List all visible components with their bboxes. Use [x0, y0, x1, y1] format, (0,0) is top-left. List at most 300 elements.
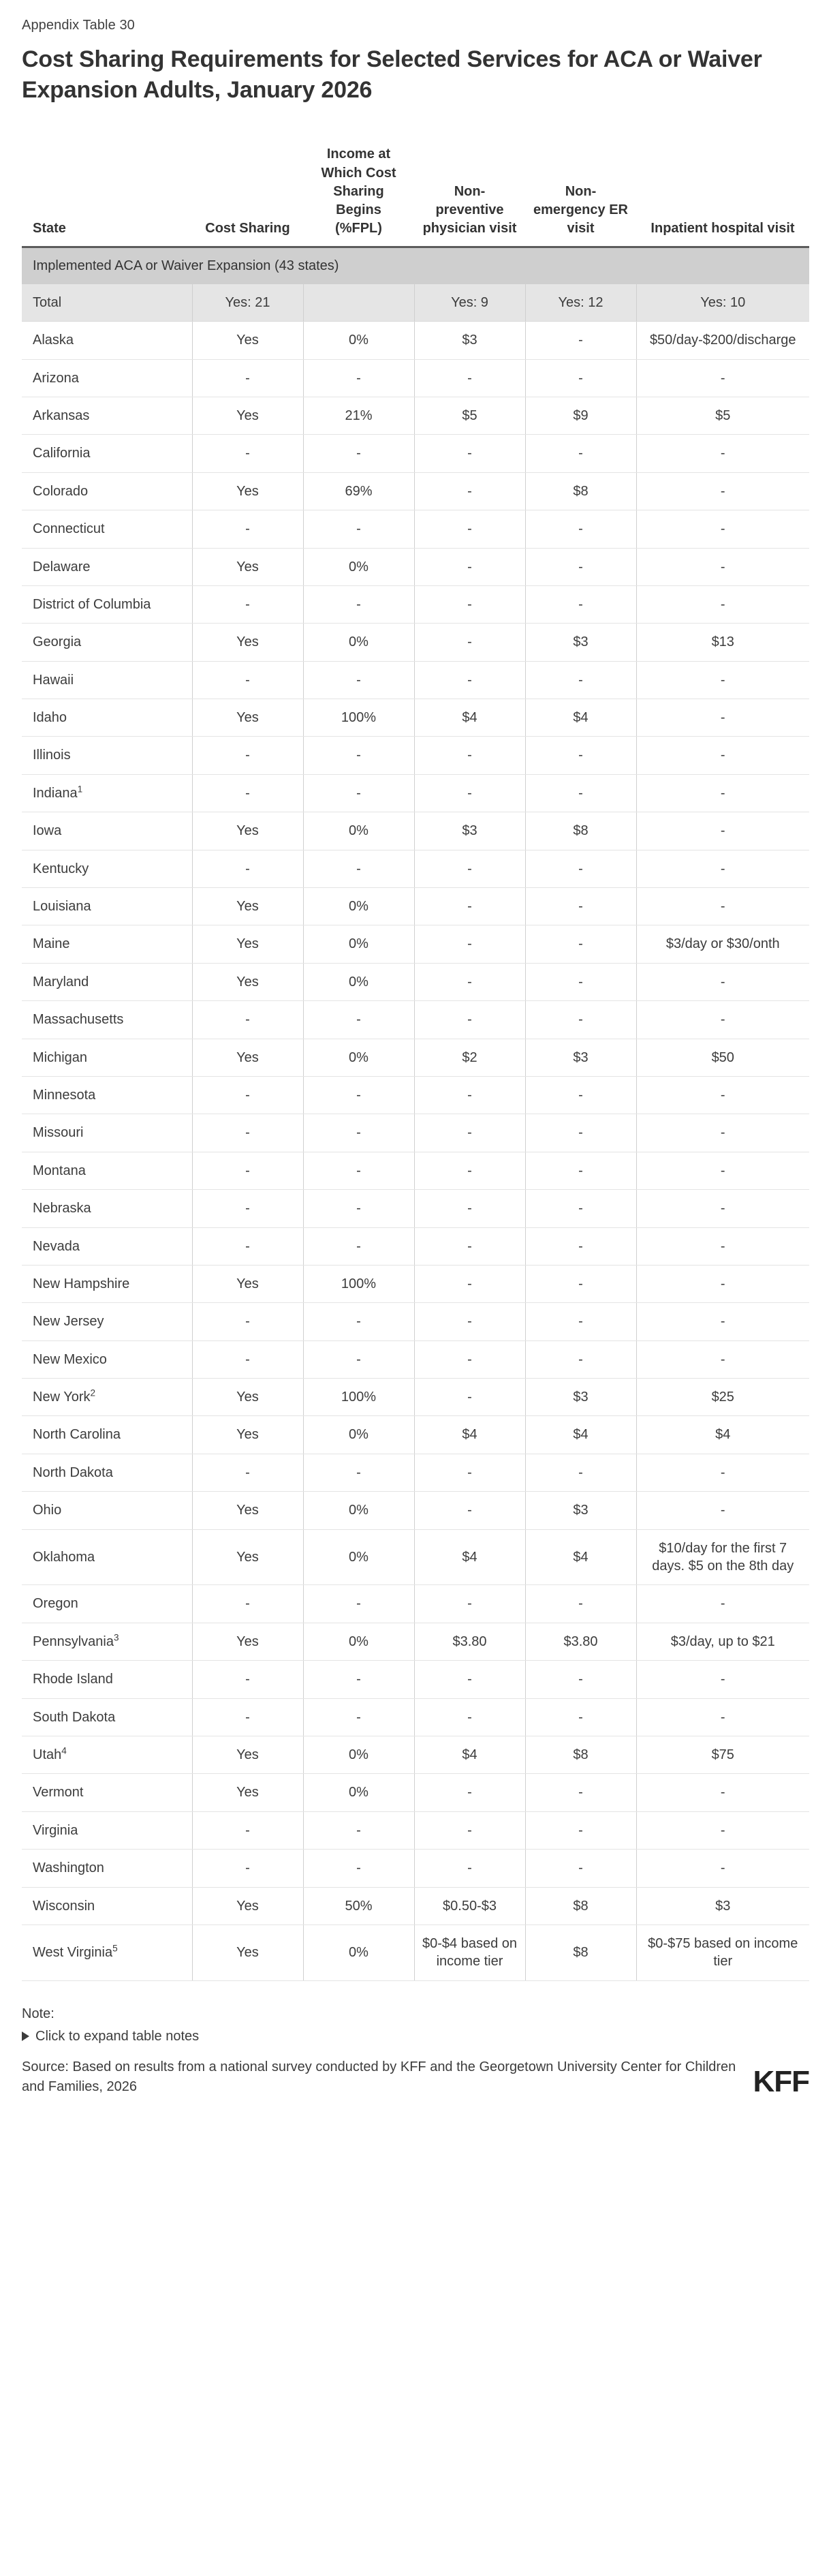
cell-er-visit: - [525, 1190, 636, 1227]
table-footer [22, 1981, 809, 2115]
cell-income-fpl: - [303, 1152, 414, 1189]
cell-income-fpl: 0% [303, 1736, 414, 1774]
cell-er-visit: - [525, 1698, 636, 1736]
footnote-marker: 2 [90, 1387, 96, 1398]
table-section-header-row [22, 247, 809, 284]
cell-er-visit: - [525, 963, 636, 1000]
table-row [22, 1152, 809, 1189]
cell-er-visit: $8 [525, 1925, 636, 1980]
cell-state-name: Montana [22, 1152, 192, 1189]
cell-er-visit: - [525, 1227, 636, 1265]
table-row [22, 1698, 809, 1736]
cell-cost-sharing: Yes [192, 472, 303, 510]
table-body [22, 247, 809, 1980]
triangle-right-icon [22, 2031, 29, 2041]
cell-inpatient-visit: - [636, 699, 809, 737]
cell-cost-sharing: Yes [192, 1492, 303, 1529]
cell-physician-visit: - [414, 737, 525, 774]
table-row [22, 1850, 809, 1887]
cell-er-visit: - [525, 1265, 636, 1302]
cell-state-name: Vermont [22, 1774, 192, 1811]
cell-cost-sharing: Yes [192, 1379, 303, 1416]
cell-state-name: Michigan [22, 1039, 192, 1076]
cell-physician-visit: $3 [414, 812, 525, 850]
cell-inpatient-visit: $50/day-$200/discharge [636, 322, 809, 359]
cell-cost-sharing: - [192, 1698, 303, 1736]
column-header-er-visit[interactable]: Non-emergency ER visit [525, 145, 636, 247]
cell-income-fpl: - [303, 1811, 414, 1849]
table-row [22, 435, 809, 472]
cell-cost-sharing: - [192, 1001, 303, 1039]
cell-state-name: Minnesota [22, 1076, 192, 1114]
cell-state-name: Iowa [22, 812, 192, 850]
cell-physician-visit: - [414, 1492, 525, 1529]
column-header-physician-visit[interactable]: Non-preventive physician visit [414, 145, 525, 247]
cell-inpatient-visit: $10/day for the first 7 days. $5 on the 8th day [636, 1529, 809, 1585]
cell-er-visit: - [525, 1850, 636, 1887]
table-row [22, 1190, 809, 1227]
cell-physician-visit: - [414, 1114, 525, 1152]
cell-cost-sharing: - [192, 1340, 303, 1378]
cell-physician-visit: - [414, 1227, 525, 1265]
cell-state-name: North Dakota [22, 1454, 192, 1491]
cell-er-visit: - [525, 888, 636, 925]
cell-inpatient-visit: $5 [636, 397, 809, 434]
table-row [22, 1492, 809, 1529]
cell-physician-visit: $2 [414, 1039, 525, 1076]
cell-cost-sharing: - [192, 1585, 303, 1623]
cell-state-name: Ohio [22, 1492, 192, 1529]
eyebrow-label: Appendix Table 30 [22, 18, 135, 33]
cell-er-visit: $8 [525, 472, 636, 510]
cell-physician-visit: - [414, 1379, 525, 1416]
cell-physician-visit: $0-$4 based on income tier [414, 1925, 525, 1980]
total-state: Total [22, 284, 192, 322]
cell-cost-sharing: Yes [192, 1887, 303, 1925]
cell-inpatient-visit: - [636, 1340, 809, 1378]
cell-er-visit: $8 [525, 1736, 636, 1774]
cell-inpatient-visit: $3/day, up to $21 [636, 1623, 809, 1660]
cell-income-fpl: 100% [303, 1265, 414, 1302]
cell-state-name: Massachusetts [22, 1001, 192, 1039]
cell-physician-visit: - [414, 1340, 525, 1378]
cell-cost-sharing: Yes [192, 888, 303, 925]
cell-inpatient-visit: $3 [636, 1887, 809, 1925]
footnote-marker: 5 [112, 1943, 118, 1954]
cell-er-visit: $3.80 [525, 1623, 636, 1660]
column-header-state[interactable]: State [22, 145, 192, 247]
cell-state-name: Arkansas [22, 397, 192, 434]
table-row [22, 397, 809, 434]
cell-income-fpl: - [303, 1340, 414, 1378]
cell-physician-visit: - [414, 435, 525, 472]
cell-state-name: Oklahoma [22, 1529, 192, 1585]
cell-cost-sharing: - [192, 1454, 303, 1491]
total-physician: Yes: 9 [414, 284, 525, 322]
cell-state-name: Pennsylvania$^3$ [22, 1623, 192, 1660]
cell-income-fpl: - [303, 1190, 414, 1227]
cell-inpatient-visit: - [636, 737, 809, 774]
cell-cost-sharing: Yes [192, 322, 303, 359]
table-row [22, 661, 809, 699]
table-row [22, 888, 809, 925]
cell-state-name: Colorado [22, 472, 192, 510]
total-fpl [303, 284, 414, 322]
cell-income-fpl: 0% [303, 1039, 414, 1076]
cell-state-name: Virginia [22, 1811, 192, 1849]
table-section-header-label: Implemented ACA or Waiver Expansion (43 states) [22, 247, 809, 284]
cell-income-fpl: - [303, 1661, 414, 1698]
cell-physician-visit: - [414, 1585, 525, 1623]
cell-inpatient-visit: - [636, 1227, 809, 1265]
cell-cost-sharing: - [192, 510, 303, 548]
cell-er-visit: - [525, 585, 636, 623]
cell-income-fpl: - [303, 737, 414, 774]
cell-physician-visit: - [414, 624, 525, 661]
table-row [22, 1623, 809, 1660]
cell-er-visit: - [525, 661, 636, 699]
cell-income-fpl: 0% [303, 1925, 414, 1980]
cell-er-visit: - [525, 737, 636, 774]
cell-income-fpl: 100% [303, 1379, 414, 1416]
cell-inpatient-visit: - [636, 548, 809, 585]
cell-income-fpl: - [303, 585, 414, 623]
cell-state-name: South Dakota [22, 1698, 192, 1736]
cell-inpatient-visit: - [636, 1076, 809, 1114]
cell-er-visit: - [525, 1114, 636, 1152]
cell-state-name: Kentucky [22, 850, 192, 887]
cell-income-fpl: - [303, 1114, 414, 1152]
cell-inpatient-visit: $75 [636, 1736, 809, 1774]
cell-state-name: Delaware [22, 548, 192, 585]
cell-physician-visit: - [414, 1303, 525, 1340]
table-row [22, 1227, 809, 1265]
cell-state-name: Rhode Island [22, 1661, 192, 1698]
cell-cost-sharing: - [192, 774, 303, 812]
cell-state-name: New Mexico [22, 1340, 192, 1378]
table-row [22, 1379, 809, 1416]
cell-physician-visit: - [414, 359, 525, 397]
cell-cost-sharing: Yes [192, 1623, 303, 1660]
cell-state-name: Missouri [22, 1114, 192, 1152]
table-row [22, 699, 809, 737]
cell-income-fpl: - [303, 1227, 414, 1265]
cell-physician-visit: - [414, 1454, 525, 1491]
cell-inpatient-visit: - [636, 1454, 809, 1491]
cell-income-fpl: - [303, 1698, 414, 1736]
cell-income-fpl: 0% [303, 1529, 414, 1585]
cell-er-visit: $3 [525, 1492, 636, 1529]
table-row [22, 548, 809, 585]
cell-inpatient-visit: - [636, 1303, 809, 1340]
total-cost-sharing: Yes: 21 [192, 284, 303, 322]
cell-state-name: Idaho [22, 699, 192, 737]
cell-income-fpl: 0% [303, 1492, 414, 1529]
cell-inpatient-visit: - [636, 1774, 809, 1811]
cell-state-name: Maine [22, 925, 192, 963]
cell-cost-sharing: - [192, 1811, 303, 1849]
table-row [22, 1340, 809, 1378]
footnote-marker: 3 [113, 1632, 119, 1643]
cell-er-visit: - [525, 1774, 636, 1811]
table-row [22, 1039, 809, 1076]
table-row [22, 1001, 809, 1039]
cell-state-name: Nebraska [22, 1190, 192, 1227]
cell-er-visit: - [525, 1661, 636, 1698]
cell-cost-sharing: - [192, 737, 303, 774]
cell-cost-sharing: - [192, 661, 303, 699]
cell-er-visit: - [525, 548, 636, 585]
table-row [22, 624, 809, 661]
cell-er-visit: - [525, 1001, 636, 1039]
table-row [22, 1265, 809, 1302]
cell-state-name: Utah$^4$ [22, 1736, 192, 1774]
cell-state-name: North Carolina [22, 1416, 192, 1454]
notes-block [22, 2004, 736, 2097]
cell-income-fpl: 50% [303, 1887, 414, 1925]
cell-cost-sharing: Yes [192, 1774, 303, 1811]
table-row [22, 1076, 809, 1114]
cell-inpatient-visit: - [636, 963, 809, 1000]
cell-physician-visit: $5 [414, 397, 525, 434]
cell-er-visit: - [525, 850, 636, 887]
table-row [22, 1454, 809, 1491]
cell-state-name: West Virginia$^5$ [22, 1925, 192, 1980]
cell-cost-sharing: - [192, 1190, 303, 1227]
cell-inpatient-visit: $13 [636, 624, 809, 661]
table-header [22, 145, 809, 247]
footnote-marker: 1 [77, 784, 83, 795]
cell-income-fpl: - [303, 1850, 414, 1887]
cell-er-visit: $4 [525, 1529, 636, 1585]
cell-income-fpl: 0% [303, 812, 414, 850]
cell-inpatient-visit: - [636, 774, 809, 812]
cell-state-name: Nevada [22, 1227, 192, 1265]
cell-inpatient-visit: - [636, 1585, 809, 1623]
cell-income-fpl: 0% [303, 322, 414, 359]
cell-inpatient-visit: - [636, 1811, 809, 1849]
cell-state-name: Connecticut [22, 510, 192, 548]
cell-state-name: Alaska [22, 322, 192, 359]
cell-inpatient-visit: - [636, 888, 809, 925]
cell-inpatient-visit: $4 [636, 1416, 809, 1454]
table-row [22, 925, 809, 963]
table-row [22, 1774, 809, 1811]
cell-income-fpl: - [303, 774, 414, 812]
cell-state-name: New Hampshire [22, 1265, 192, 1302]
cell-physician-visit: - [414, 585, 525, 623]
table-row [22, 359, 809, 397]
table-row [22, 774, 809, 812]
cell-er-visit: - [525, 1152, 636, 1189]
cell-income-fpl: - [303, 1001, 414, 1039]
cell-state-name: Hawaii [22, 661, 192, 699]
cell-inpatient-visit: - [636, 1850, 809, 1887]
cell-cost-sharing: Yes [192, 1039, 303, 1076]
total-er: Yes: 12 [525, 284, 636, 322]
cell-physician-visit: - [414, 1774, 525, 1811]
table-row [22, 963, 809, 1000]
cell-er-visit: - [525, 925, 636, 963]
cell-inpatient-visit: - [636, 1698, 809, 1736]
cell-cost-sharing: - [192, 585, 303, 623]
expand-table-notes-label: Click to expand table notes [35, 2028, 200, 2044]
cell-income-fpl: 100% [303, 699, 414, 737]
cell-state-name: Wisconsin [22, 1887, 192, 1925]
cell-er-visit: - [525, 359, 636, 397]
cell-physician-visit: - [414, 774, 525, 812]
cell-cost-sharing: - [192, 1303, 303, 1340]
cell-er-visit: - [525, 1811, 636, 1849]
table-row [22, 1585, 809, 1623]
cell-physician-visit: - [414, 1661, 525, 1698]
cell-state-name: Georgia [22, 624, 192, 661]
cell-state-name: Louisiana [22, 888, 192, 925]
cell-er-visit: $9 [525, 397, 636, 434]
table-row [22, 510, 809, 548]
cell-cost-sharing: Yes [192, 1736, 303, 1774]
cell-inpatient-visit: - [636, 1152, 809, 1189]
cell-income-fpl: 69% [303, 472, 414, 510]
cell-physician-visit: $4 [414, 1416, 525, 1454]
cell-state-name: Illinois [22, 737, 192, 774]
cell-cost-sharing: - [192, 1076, 303, 1114]
cell-inpatient-visit: - [636, 1001, 809, 1039]
cell-physician-visit: $4 [414, 699, 525, 737]
cell-income-fpl: - [303, 1585, 414, 1623]
cell-income-fpl: 21% [303, 397, 414, 434]
table-row [22, 737, 809, 774]
note-label: Note: [22, 2006, 54, 2021]
cell-income-fpl: - [303, 359, 414, 397]
cell-cost-sharing: Yes [192, 963, 303, 1000]
source-text: Source: Based on results from a national survey conducted by KFF and the Georgetown University Center for Children and Families, 2026 [22, 2059, 736, 2094]
cell-inpatient-visit: $25 [636, 1379, 809, 1416]
column-header-cost-sharing[interactable]: Cost Sharing [192, 145, 303, 247]
cell-physician-visit: $4 [414, 1529, 525, 1585]
cell-er-visit: $4 [525, 1416, 636, 1454]
cell-income-fpl: 0% [303, 1623, 414, 1660]
page-title: Cost Sharing Requirements for Selected Services for ACA or Waiver Expansion Adults, January 2026 [22, 46, 762, 104]
cell-physician-visit: - [414, 661, 525, 699]
cell-inpatient-visit: - [636, 510, 809, 548]
cost-sharing-table [22, 145, 809, 1980]
cell-er-visit: $8 [525, 1887, 636, 1925]
cell-state-name: District of Columbia [22, 585, 192, 623]
cell-physician-visit: - [414, 963, 525, 1000]
cell-income-fpl: 0% [303, 624, 414, 661]
cell-physician-visit: - [414, 1076, 525, 1114]
cell-income-fpl: 0% [303, 888, 414, 925]
cell-inpatient-visit: - [636, 812, 809, 850]
cell-inpatient-visit: - [636, 661, 809, 699]
cell-er-visit: - [525, 322, 636, 359]
cell-income-fpl: 0% [303, 1774, 414, 1811]
cell-er-visit: - [525, 774, 636, 812]
table-row [22, 1925, 809, 1980]
cell-inpatient-visit: - [636, 1492, 809, 1529]
cell-physician-visit: - [414, 510, 525, 548]
kff-logo: KFF [753, 2064, 809, 2098]
cell-er-visit: - [525, 510, 636, 548]
cell-inpatient-visit: - [636, 472, 809, 510]
cell-er-visit: $3 [525, 624, 636, 661]
cell-cost-sharing: Yes [192, 548, 303, 585]
cell-state-name: California [22, 435, 192, 472]
cell-income-fpl: 0% [303, 1416, 414, 1454]
cell-physician-visit: - [414, 888, 525, 925]
table-row [22, 850, 809, 887]
cell-state-name: New Jersey [22, 1303, 192, 1340]
cell-cost-sharing: Yes [192, 1925, 303, 1980]
cell-state-name: Indiana$^1$ [22, 774, 192, 812]
cell-physician-visit: - [414, 472, 525, 510]
cell-er-visit: - [525, 1340, 636, 1378]
cell-cost-sharing: Yes [192, 812, 303, 850]
table-row [22, 1114, 809, 1152]
cell-state-name: Arizona [22, 359, 192, 397]
cell-inpatient-visit: - [636, 359, 809, 397]
expand-table-notes-toggle[interactable] [22, 2027, 736, 2046]
cell-cost-sharing: Yes [192, 624, 303, 661]
table-row [22, 585, 809, 623]
table-row [22, 1811, 809, 1849]
cell-inpatient-visit: - [636, 1190, 809, 1227]
cell-physician-visit: - [414, 925, 525, 963]
cell-physician-visit: - [414, 1001, 525, 1039]
cell-cost-sharing: - [192, 1152, 303, 1189]
cell-cost-sharing: - [192, 1227, 303, 1265]
column-header-income-fpl[interactable]: Income at Which Cost Sharing Begins (%FPL) [303, 145, 414, 247]
cell-er-visit: $3 [525, 1039, 636, 1076]
table-row [22, 322, 809, 359]
cell-income-fpl: - [303, 1303, 414, 1340]
cell-physician-visit: - [414, 1265, 525, 1302]
cell-cost-sharing: - [192, 1850, 303, 1887]
cell-income-fpl: 0% [303, 963, 414, 1000]
table-row [22, 472, 809, 510]
cell-er-visit: - [525, 1585, 636, 1623]
cell-income-fpl: 0% [303, 925, 414, 963]
cell-inpatient-visit: $3/day or $30/onth [636, 925, 809, 963]
total-inpatient: Yes: 10 [636, 284, 809, 322]
table-row [22, 812, 809, 850]
cell-inpatient-visit: - [636, 850, 809, 887]
cell-income-fpl: - [303, 850, 414, 887]
cell-cost-sharing: Yes [192, 1416, 303, 1454]
table-row [22, 1529, 809, 1585]
cell-income-fpl: - [303, 1454, 414, 1491]
cell-state-name: Washington [22, 1850, 192, 1887]
cell-inpatient-visit: - [636, 585, 809, 623]
cell-physician-visit: $3 [414, 322, 525, 359]
cell-inpatient-visit: $0-$75 based on income tier [636, 1925, 809, 1980]
cell-cost-sharing: - [192, 1114, 303, 1152]
table-row [22, 1416, 809, 1454]
cell-physician-visit: - [414, 1811, 525, 1849]
cell-inpatient-visit: - [636, 1265, 809, 1302]
cell-er-visit: $3 [525, 1379, 636, 1416]
cell-income-fpl: - [303, 1076, 414, 1114]
cell-er-visit: - [525, 1454, 636, 1491]
table-row [22, 1736, 809, 1774]
table-total-row [22, 284, 809, 322]
table-row [22, 1303, 809, 1340]
cell-physician-visit: - [414, 1698, 525, 1736]
cell-cost-sharing: - [192, 435, 303, 472]
cell-cost-sharing: Yes [192, 397, 303, 434]
column-header-inpatient-visit[interactable]: Inpatient hospital visit [636, 145, 809, 247]
